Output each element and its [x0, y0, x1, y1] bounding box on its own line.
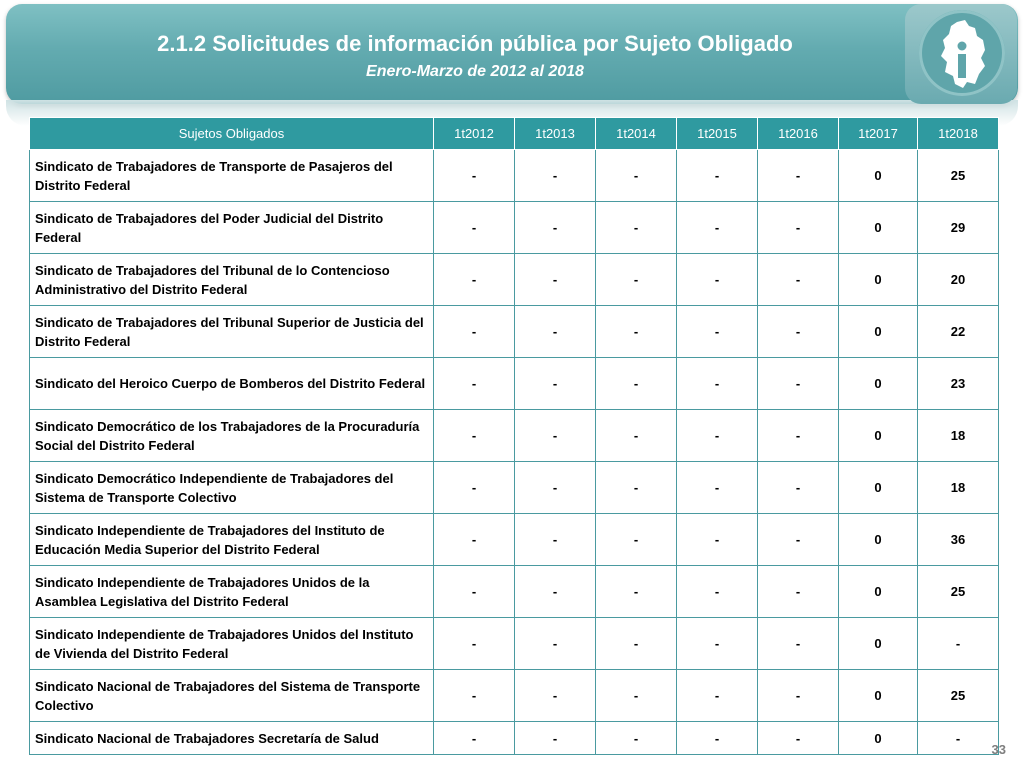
value-cell: 0	[839, 566, 918, 618]
value-cell: 0	[839, 462, 918, 514]
value-cell: -	[758, 202, 839, 254]
value-cell: -	[758, 254, 839, 306]
value-cell: -	[758, 514, 839, 566]
page-title: 2.1.2 Solicitudes de información pública por Sujeto Obligado	[157, 31, 793, 56]
column-header-1t2017: 1t2017	[839, 118, 918, 150]
table-row	[30, 618, 999, 670]
row-name-cell: Sindicato del Heroico Cuerpo de Bomberos del Distrito Federal	[30, 358, 434, 410]
value-cell: -	[515, 410, 596, 462]
column-header-sujetos: Sujetos Obligados	[30, 118, 434, 150]
value-cell: 0	[839, 670, 918, 722]
value-cell: -	[596, 254, 677, 306]
table-row	[30, 514, 999, 566]
value-cell: -	[596, 150, 677, 202]
column-header-1t2014: 1t2014	[596, 118, 677, 150]
value-cell: 0	[839, 358, 918, 410]
value-cell: -	[434, 358, 515, 410]
value-cell: -	[758, 306, 839, 358]
value-cell: -	[596, 722, 677, 755]
row-name-cell: Sindicato de Trabajadores del Tribunal Superior de Justicia del Distrito Federal	[30, 306, 434, 358]
value-cell: -	[596, 618, 677, 670]
value-cell: -	[918, 722, 999, 755]
table-row	[30, 566, 999, 618]
value-cell: -	[918, 618, 999, 670]
value-cell: -	[515, 722, 596, 755]
value-cell: -	[677, 358, 758, 410]
value-cell: -	[434, 618, 515, 670]
value-cell: 0	[839, 202, 918, 254]
value-cell: 25	[918, 150, 999, 202]
value-cell: -	[677, 722, 758, 755]
table-row	[30, 358, 999, 410]
row-name-cell: Sindicato Nacional de Trabajadores Secretaría de Salud	[30, 722, 434, 755]
column-header-1t2018: 1t2018	[918, 118, 999, 150]
value-cell: -	[677, 514, 758, 566]
value-cell: 25	[918, 670, 999, 722]
value-cell: 29	[918, 202, 999, 254]
value-cell: -	[677, 202, 758, 254]
logo	[919, 10, 1005, 96]
value-cell: -	[515, 462, 596, 514]
value-cell: -	[434, 306, 515, 358]
value-cell: -	[758, 410, 839, 462]
column-header-1t2015: 1t2015	[677, 118, 758, 150]
value-cell: -	[515, 618, 596, 670]
value-cell: -	[758, 670, 839, 722]
value-cell: -	[596, 670, 677, 722]
cdmx-map-info-icon	[919, 10, 1005, 96]
row-name-cell: Sindicato Independiente de Trabajadores Unidos de la Asamblea Legislativa del Distrito Federal	[30, 566, 434, 618]
row-name-cell: Sindicato Nacional de Trabajadores del Sistema de Transporte Colectivo	[30, 670, 434, 722]
table-header-row	[30, 118, 999, 150]
value-cell: -	[434, 150, 515, 202]
value-cell: -	[677, 306, 758, 358]
page-subtitle: Enero-Marzo de 2012 al 2018	[366, 63, 584, 80]
value-cell: -	[515, 306, 596, 358]
value-cell: -	[434, 254, 515, 306]
value-cell: -	[434, 514, 515, 566]
value-cell: 22	[918, 306, 999, 358]
value-cell: -	[677, 462, 758, 514]
value-cell: -	[515, 358, 596, 410]
value-cell: -	[515, 670, 596, 722]
value-cell: -	[434, 202, 515, 254]
value-cell: 0	[839, 514, 918, 566]
value-cell: -	[677, 150, 758, 202]
value-cell: -	[677, 566, 758, 618]
value-cell: -	[434, 670, 515, 722]
value-cell: -	[758, 462, 839, 514]
value-cell: -	[758, 358, 839, 410]
table-row	[30, 202, 999, 254]
value-cell: -	[596, 306, 677, 358]
value-cell: 25	[918, 566, 999, 618]
value-cell: -	[677, 254, 758, 306]
value-cell: -	[758, 722, 839, 755]
value-cell: -	[596, 462, 677, 514]
row-name-cell: Sindicato Independiente de Trabajadores Unidos del Instituto de Vivienda del Distrito Federal	[30, 618, 434, 670]
value-cell: -	[515, 254, 596, 306]
value-cell: -	[758, 618, 839, 670]
value-cell: -	[515, 566, 596, 618]
value-cell: 0	[839, 410, 918, 462]
value-cell: -	[677, 618, 758, 670]
value-cell: -	[596, 566, 677, 618]
value-cell: 23	[918, 358, 999, 410]
table-row	[30, 722, 999, 755]
value-cell: -	[515, 514, 596, 566]
column-header-1t2013: 1t2013	[515, 118, 596, 150]
solicitudes-table	[29, 117, 999, 755]
row-name-cell: Sindicato Independiente de Trabajadores del Instituto de Educación Media Superior del Distrito Federal	[30, 514, 434, 566]
value-cell: 0	[839, 722, 918, 755]
value-cell: -	[596, 514, 677, 566]
value-cell: 18	[918, 410, 999, 462]
value-cell: -	[596, 202, 677, 254]
value-cell: 0	[839, 306, 918, 358]
row-name-cell: Sindicato de Trabajadores del Poder Judicial del Distrito Federal	[30, 202, 434, 254]
value-cell: -	[596, 410, 677, 462]
row-name-cell: Sindicato Democrático de los Trabajadores de la Procuraduría Social del Distrito Federal	[30, 410, 434, 462]
table-row	[30, 306, 999, 358]
value-cell: -	[434, 410, 515, 462]
value-cell: 0	[839, 150, 918, 202]
row-name-cell: Sindicato de Trabajadores del Tribunal de lo Contencioso Administrativo del Distrito Federal	[30, 254, 434, 306]
value-cell: -	[758, 150, 839, 202]
value-cell: 36	[918, 514, 999, 566]
value-cell: -	[434, 566, 515, 618]
value-cell: -	[677, 410, 758, 462]
value-cell: -	[677, 670, 758, 722]
value-cell: -	[515, 202, 596, 254]
column-header-1t2012: 1t2012	[434, 118, 515, 150]
row-name-cell: Sindicato de Trabajadores de Transporte de Pasajeros del Distrito Federal	[30, 150, 434, 202]
table-row	[30, 150, 999, 202]
table-row	[30, 670, 999, 722]
value-cell: -	[758, 566, 839, 618]
table-row	[30, 410, 999, 462]
value-cell: 0	[839, 618, 918, 670]
value-cell: 18	[918, 462, 999, 514]
value-cell: -	[596, 358, 677, 410]
value-cell: -	[434, 462, 515, 514]
value-cell: 0	[839, 254, 918, 306]
table-row	[30, 462, 999, 514]
value-cell: -	[434, 722, 515, 755]
value-cell: 20	[918, 254, 999, 306]
logo-panel	[905, 4, 1017, 104]
value-cell: -	[515, 150, 596, 202]
table-row	[30, 254, 999, 306]
page-number: 33	[991, 742, 1006, 757]
column-header-1t2016: 1t2016	[758, 118, 839, 150]
row-name-cell: Sindicato Democrático Independiente de Trabajadores del Sistema de Transporte Colectivo	[30, 462, 434, 514]
